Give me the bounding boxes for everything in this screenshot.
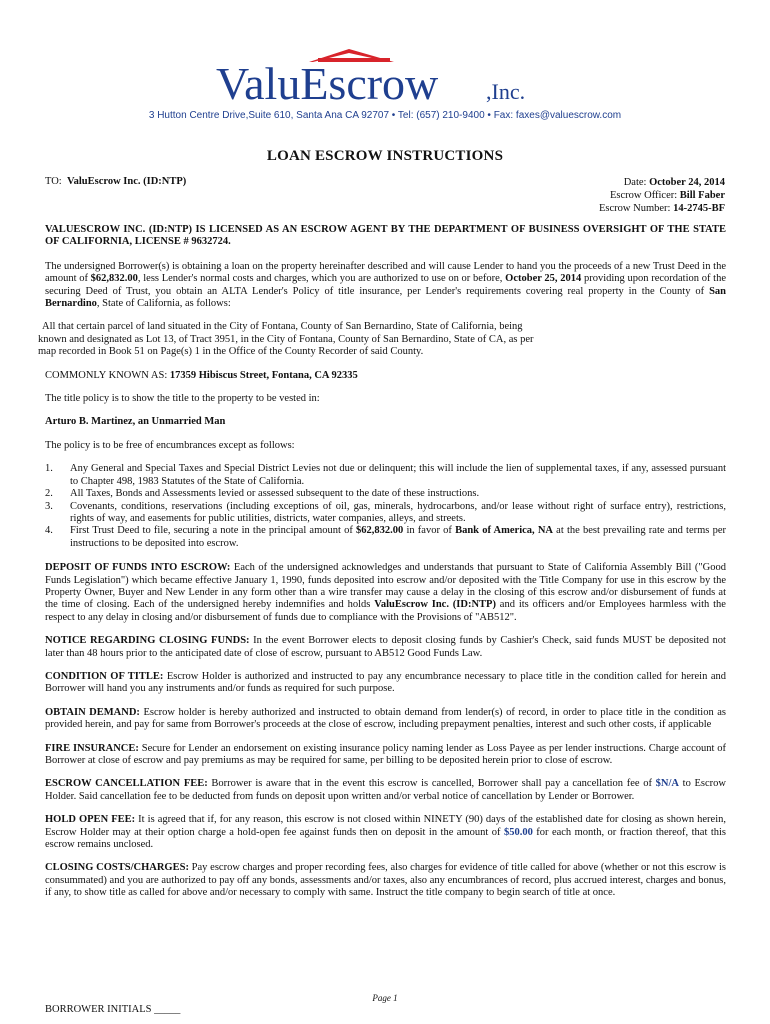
hold-open-section: [45, 814, 726, 851]
document-title: LOAN ESCROW INSTRUCTIONS: [266, 148, 504, 164]
exceptions-list: [45, 463, 726, 550]
vestee: Arturo B. Martinez, an Unmarried Man: [45, 416, 226, 428]
legal-line-1: All that certain parcel of land situated in the City of Fontana, County of San Bernardino, State of California, being: [42, 321, 523, 333]
common-address: [45, 370, 726, 382]
list-item: [45, 463, 726, 488]
item-text: Any General and Special Taxes and Special District Levies not due or delinquent; this will include the lien of supplemental taxes, if any, assessed pursuant to Chapter 498, 1983 Statutes of the State of California.: [70, 463, 726, 487]
borrower-initials-field[interactable]: BORROWER INITIALS _____: [45, 1004, 181, 1015]
escrow-meta: [599, 176, 725, 215]
officer-value: Bill Faber: [679, 190, 725, 201]
item-text: in favor of: [403, 525, 456, 537]
item-text: First Trust Deed to file, securing a note in the principal amount of: [70, 525, 357, 537]
section-heading: CONDITION OF TITLE:: [45, 670, 164, 682]
escrow-holder-name: ValuEscrow Inc. (ID:NTP): [374, 599, 496, 611]
principal-amount: $62,832.00: [356, 525, 404, 537]
hold-open-fee: $50.00: [503, 826, 533, 838]
item-number: 1.: [45, 463, 53, 475]
section-text: Each of the undersigned acknowledges and understands that pursuant to State of California Assembly Bill ("Good Funds Legislation") which became effective January 1, 1990, funds deposited into escrow and/or deposited with the Title Company for use in this escrow by the Property Owner, Buyer and New Lender in any form other than a wire transfer may cause a delay in the closing of this escrow and/or disbursement of funds at the time of closing. Each of the undersigned hereby indemnifies and holds: [45, 562, 726, 611]
section-text: Pay escrow charges and proper recording fees, also charges for evidence of title called for above (whether or not this escrow is consummated) and you are authorized to pay off any bonds, assessments and/or taxes, also any encumbrances of record, plus accrued interest, charges and bonus, if any, to show title as called for above and/or necessary to comply with same. Instruct the title company to begin search of title at once.: [45, 862, 726, 899]
common-label: COMMONLY KNOWN AS:: [45, 369, 170, 381]
section-heading: DEPOSIT OF FUNDS INTO ESCROW:: [45, 562, 231, 574]
notice-section: [45, 635, 726, 660]
legal-description: [38, 321, 726, 358]
logo-wordmark: ValuEscrow: [216, 58, 439, 107]
vesting-name: [45, 416, 726, 428]
intro-text-4: , State of California, as follows:: [96, 298, 231, 310]
meta-date: [599, 176, 725, 189]
section-heading: NOTICE REGARDING CLOSING FUNDS:: [45, 635, 250, 647]
intro-text-3: providing upon recordation of the securing Deed of Trust, you obtain an ALTA Lender's Policy of title insurance, per Lender's requirements covering real property in the County of: [45, 273, 727, 297]
list-item: [45, 525, 726, 550]
section-text: It is agreed that if, for any reason, this escrow is not closed within NINETY (90) days of the established date for closing as shown herein, Escrow Holder may at their option charge a hold-open fee against funds then on deposit in the amount of: [45, 814, 726, 838]
item-number: 3.: [45, 500, 53, 512]
funding-date: October 25, 2014: [505, 273, 582, 285]
letterhead-address: 3 Hutton Centre Drive,Suite 610, Santa Ana CA 92707 • Tel: (657) 210-9400 • Fax: faxes@valuescrow.com: [148, 110, 622, 121]
section-heading: OBTAIN DEMAND:: [45, 706, 140, 718]
meta-officer: [599, 189, 725, 202]
item-text: All Taxes, Bonds and Assessments levied or assessed subsequent to the date of these instructions.: [70, 488, 480, 500]
officer-label: Escrow Officer:: [610, 190, 678, 201]
number-value: 14-2745-BF: [673, 203, 725, 214]
county-name: San Bernardino: [45, 285, 726, 310]
logo-inc: ,Inc.: [486, 79, 526, 104]
property-address: 17359 Hibiscus Street, Fontana, CA 92335: [169, 369, 358, 381]
vesting-intro: The title policy is to show the title to the property to be vested in:: [45, 393, 320, 405]
date-label: Date:: [623, 177, 647, 188]
item-text: Covenants, conditions, reservations (including exceptions of oil, gas, minerals, hydrocarbons, and/or lease without right of surface entry), restrictions, rights of way, and easements for public utilities, districts, water companies, alleys, and streets.: [70, 500, 726, 524]
section-text: Escrow Holder is authorized and instructed to pay any encumbrance necessary to place title in the condition called for herein and Borrower will hand you any instruments and/or funds as required for such purpose.: [45, 670, 726, 695]
intro-text-2: , less Lender's normal costs and charges, which you are authorized to use on or before,: [137, 273, 506, 285]
intro-text-1: The undersigned Borrower(s) is obtaining a loan on the property hereinafter described and will cause Lender to hand you the proceeds of a new Trust Deed in the amount of: [45, 260, 726, 285]
instruction-body: [38, 224, 727, 900]
intro-paragraph: [45, 261, 726, 311]
section-heading: CLOSING COSTS/CHARGES:: [45, 862, 189, 874]
cancellation-fee: $N/A: [655, 778, 679, 790]
section-text: Borrower is aware that in the event this escrow is cancelled, Borrower shall pay a cancellation fee of: [207, 778, 656, 790]
to-label: TO:: [45, 176, 62, 187]
fire-section: [45, 743, 726, 768]
to-value: ValuEscrow Inc. (ID:NTP): [66, 176, 187, 187]
encumbrance-intro: The policy is to be free of encumbrances except as follows:: [45, 439, 295, 451]
cancellation-section: [45, 778, 726, 803]
date-value: October 24, 2014: [649, 177, 725, 188]
section-heading: ESCROW CANCELLATION FEE:: [45, 778, 208, 790]
item-text: at the best prevailing rate and terms per instructions to be deposited into escrow.: [70, 525, 726, 549]
number-label: Escrow Number:: [599, 203, 671, 214]
section-text: to Escrow Holder. Said cancellation fee to be deducted from funds on deposit upon written and/or verbal notice of cancellation by Lender or Borrower.: [45, 778, 726, 802]
list-item: [45, 501, 726, 526]
item-number: 2.: [45, 488, 53, 500]
loan-amount: $62,832.00: [90, 273, 138, 285]
section-text: In the event Borrower elects to deposit closing funds by Cashier's Check, said funds MUST be deposited not later than 48 hours prior to the anticipated date of close of escrow, pursuant to AB512 Good Funds Law.: [45, 635, 726, 659]
license-statement: VALUESCROW INC. (ID:NTP) IS LICENSED AS AN ESCROW AGENT BY THE DEPARTMENT OF BUSINESS OVERSIGHT OF THE STATE OF CALIFORNIA, LICENSE # 9632724.: [45, 224, 726, 248]
section-text: and its officers and/or Employees harmless with the respect to any delay in closing and/or disbursement of funds due to compliance with the Provisions of "AB512".: [45, 599, 726, 623]
section-heading: HOLD OPEN FEE:: [45, 814, 136, 826]
valuescrow-logo-graphic: [214, 47, 554, 107]
item-number: 4.: [45, 525, 53, 537]
company-logo: [214, 47, 554, 107]
legal-line-3: map recorded in Book 51 on Page(s) 1 in the Office of the County Recorder of said County.: [38, 346, 424, 358]
section-text: for each month, or fraction thereof, that this escrow remains unclosed.: [45, 826, 726, 851]
section-text: Escrow holder is hereby authorized and instructed to obtain demand from lender(s) of record, in order to place title in the condition as provided herein, and pay for same from Borrower's proceeds at the close of escrow, including prepayment penalties, interest and such other costs, if applicable: [45, 706, 726, 731]
condition-section: [45, 671, 726, 696]
deposit-section: [45, 562, 726, 624]
page-number: Page 1: [372, 993, 398, 1003]
list-item: [45, 488, 726, 500]
meta-number: [599, 202, 725, 215]
lender-name: Bank of America, NA: [455, 525, 553, 537]
section-text: Secure for Lender an endorsement on existing insurance policy naming lender as Loss Payee as per lender instructions. Charge account of Borrower at close of escrow and pay premiums as may be required for same, per billing to be deposited herein prior to close of escrow.: [45, 742, 727, 766]
addressee-line: [45, 176, 186, 187]
section-heading: FIRE INSURANCE:: [45, 742, 139, 754]
legal-line-2: known and designated as Lot 13, of Tract 3951, in the City of Fontana, County of San Bernardino, State of CA, as per: [38, 333, 534, 345]
closing-costs-section: [45, 862, 726, 899]
demand-section: [45, 707, 726, 732]
